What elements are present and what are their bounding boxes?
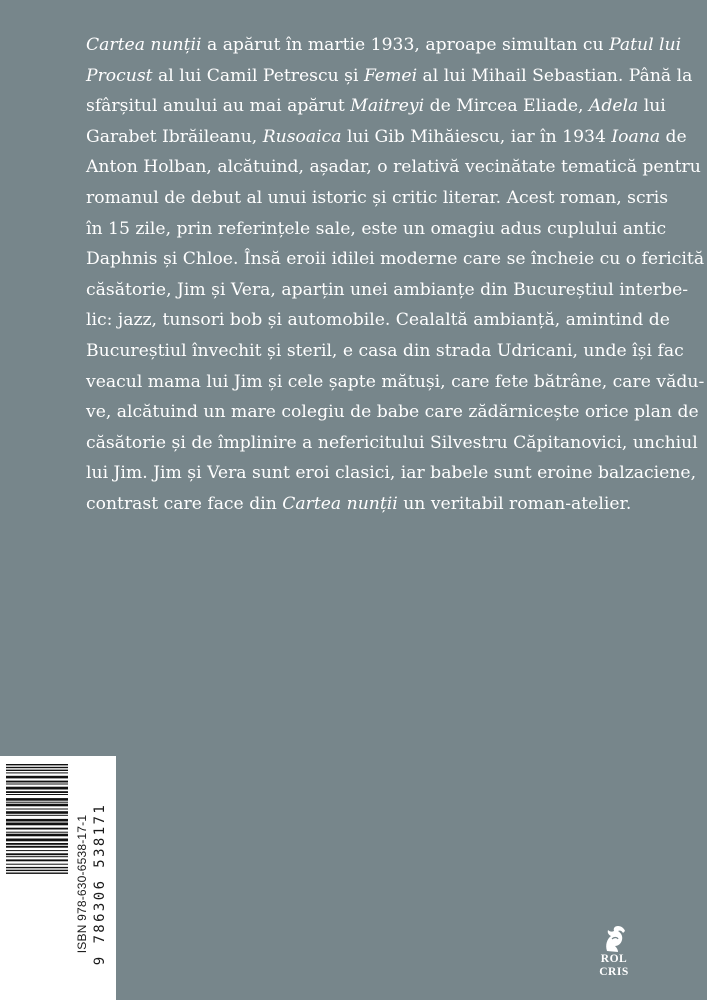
blurb-text: Garabet Ibrăileanu, (86, 126, 263, 147)
barcode-bars (6, 762, 68, 974)
blurb-text: veacul mama lui Jim și cele șapte mătuși, care fete bătrâne, care vădu- (86, 371, 705, 392)
barcode-bar (6, 781, 68, 783)
barcode-bar (6, 867, 68, 868)
blurb-text: căsătorie și de împlinire a nefericitului Silvestru Căpitanovici, unchiul (86, 432, 698, 453)
blurb-text: de (660, 126, 687, 147)
barcode-bar (6, 832, 68, 833)
barcode-bar (6, 864, 68, 865)
barcode-bar (6, 791, 68, 793)
barcode-bar (6, 853, 68, 855)
back-cover-blurb (86, 30, 705, 520)
blurb-line (86, 428, 698, 459)
barcode-bar (6, 764, 68, 765)
barcode-bar (6, 767, 68, 768)
barcode-bar (6, 843, 68, 845)
barcode-bar (6, 804, 68, 807)
barcode-bar (6, 794, 68, 795)
blurb-line (86, 367, 705, 398)
blurb-line (86, 336, 684, 367)
barcode-bar (6, 815, 68, 816)
barcode-bar (6, 798, 68, 801)
blurb-line (86, 489, 632, 520)
book-title: Ioana (611, 126, 661, 147)
book-title: Cartea nunții (86, 35, 202, 55)
barcode-bar (6, 873, 68, 874)
blurb-text: căsătorie, Jim și Vera, aparțin unei ambianțe din Bucureștiul interbe- (86, 279, 689, 300)
blurb-text: Bucureștiul învechit și steril, e casa din strada Udricani, unde își fac (86, 340, 684, 361)
blurb-line (86, 30, 682, 61)
blurb-line (86, 91, 666, 122)
blurb-text: al lui Camil Petrescu și (152, 65, 364, 86)
barcode-bar (6, 802, 68, 803)
barcode-bar (6, 870, 68, 871)
blurb-text: Anton Holban, alcătuind, așadar, o relativă vecinătate tematică pentru (86, 157, 701, 178)
barcode-digits: 9 786306 538171 (92, 802, 108, 966)
barcode-bar (6, 776, 68, 779)
blurb-text: un veritabil roman-atelier. (397, 493, 632, 514)
blurb-text: ve, alcătuind un mare colegiu de babe care zădărnicește orice plan de (86, 402, 699, 423)
barcode-bar (6, 834, 68, 837)
blurb-text: sfârșitul anului au mai apărut (86, 96, 351, 117)
blurb-text: contrast care face din (86, 493, 283, 514)
blurb-line (86, 305, 670, 336)
blurb-text: Daphnis și Chloe. Însă eroii idilei moderne care se încheie cu o fericită (86, 249, 705, 270)
barcode-bar (6, 787, 68, 790)
blurb-line (86, 183, 669, 214)
blurb-line (86, 244, 705, 275)
barcode-bar (6, 823, 68, 826)
barcode-bar (6, 770, 68, 771)
blurb-text: lui Jim. Jim și Vera sunt eroi clasici, iar babele sunt eroine balzaciene, (86, 463, 697, 484)
blurb-line (86, 214, 667, 245)
blurb-text: lic: jazz, tunsori bob și automobile. Cealaltă ambianță, amintind de (86, 310, 670, 331)
blurb-line (86, 152, 701, 183)
barcode-bar (6, 784, 68, 785)
blurb-line (86, 458, 697, 489)
isbn-barcode (0, 756, 116, 1000)
barcode-bar (6, 846, 68, 848)
barcode-bar (6, 828, 68, 830)
blurb-text: lui Gib Mihăiescu, iar în 1934 (341, 126, 612, 147)
blurb-line (86, 61, 693, 92)
barcode-bar (6, 772, 68, 773)
blurb-text: lui (638, 96, 666, 117)
publisher-logo (592, 925, 636, 979)
blurb-text: de Mircea Eliade, (424, 96, 589, 117)
blurb-line (86, 397, 699, 428)
book-title: Maitreyi (350, 96, 425, 117)
book-title: Patul lui (609, 35, 682, 55)
isbn-number: ISBN 978-630-6538-17-1 (75, 814, 89, 954)
blurb-text: în 15 zile, prin referințele sale, este un omagiu adus cuplului antic (86, 218, 667, 239)
blurb-line (86, 275, 689, 306)
barcode-bar (6, 839, 68, 842)
publisher-name-line2: CRIS (599, 966, 629, 978)
book-title: Femei (363, 65, 418, 86)
barcode-bar (6, 809, 68, 810)
barcode-bar (6, 850, 68, 851)
horse-icon (601, 925, 627, 953)
book-title: Rusoaica (262, 126, 342, 147)
book-title: Procust (86, 65, 153, 86)
publisher-name-line1: ROL (600, 953, 628, 965)
blurb-text: al lui Mihail Sebastian. Până la (417, 65, 693, 86)
blurb-line (86, 122, 687, 153)
barcode-bar (6, 811, 68, 814)
book-title: Adela (588, 96, 639, 117)
blurb-text: a apărut în martie 1933, aproape simultan cu (201, 35, 610, 55)
barcode-bar (6, 856, 68, 857)
barcode-bar (6, 859, 68, 861)
book-title: Cartea nunții (282, 493, 398, 514)
blurb-text: romanul de debut al unui istoric și critic literar. Acest roman, scris (86, 187, 669, 208)
barcode-bar (6, 819, 68, 822)
